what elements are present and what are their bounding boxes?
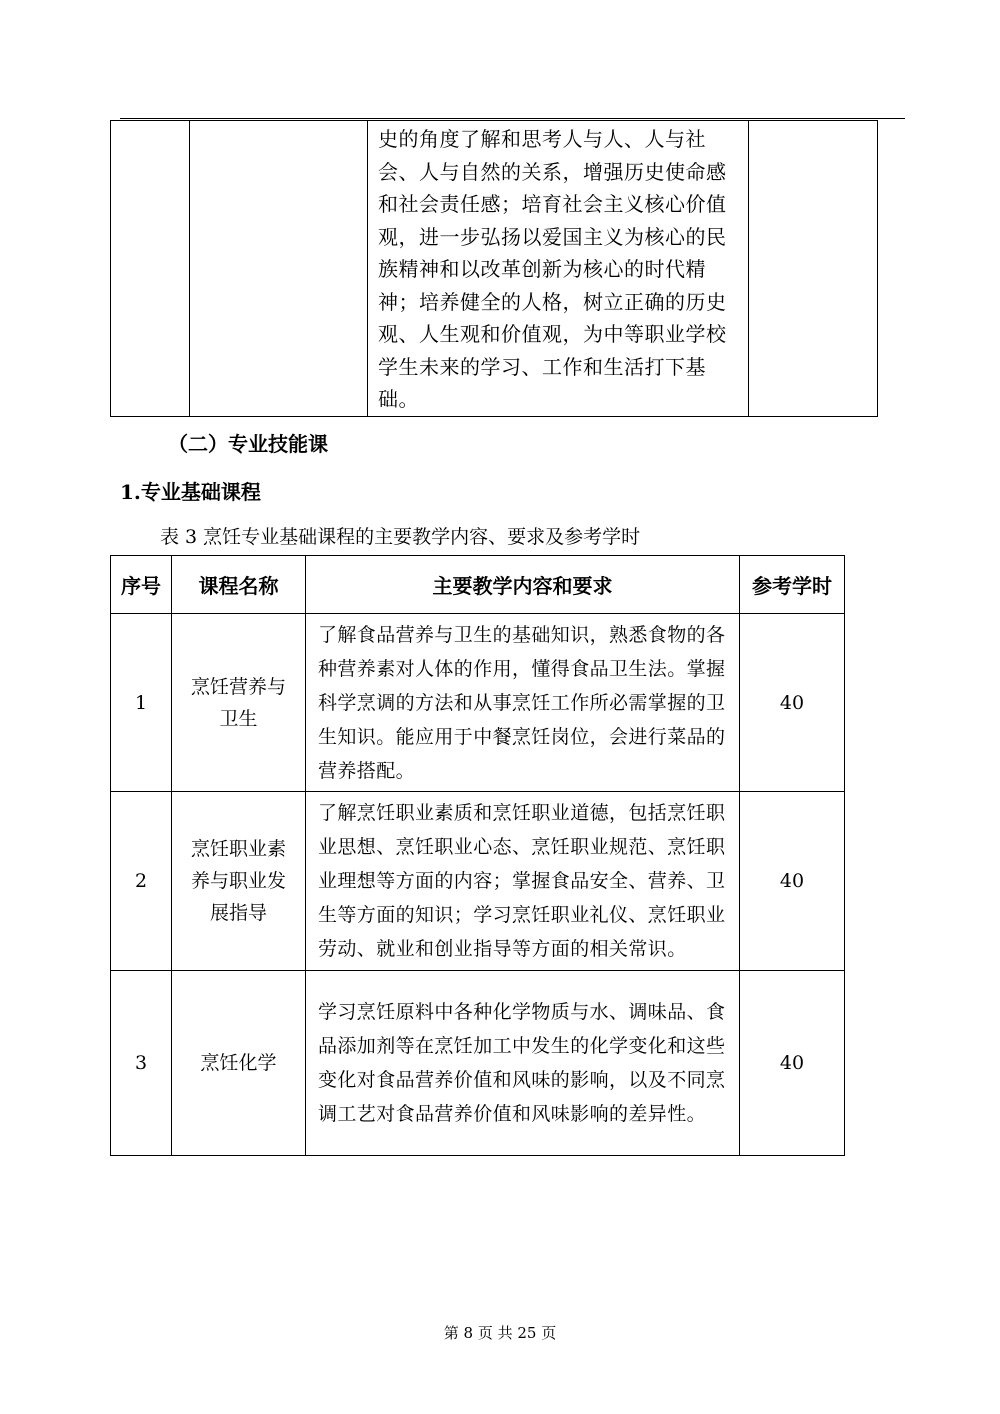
table-caption: 表 3 烹饪专业基础课程的主要教学内容、要求及参考学时	[160, 526, 641, 548]
continuation-table	[110, 120, 878, 417]
row-hours: 40	[740, 971, 845, 1156]
table-row	[111, 971, 845, 1156]
sub-heading: 1.专业基础课程	[120, 480, 261, 504]
row-hours: 40	[740, 792, 845, 971]
course-table	[110, 555, 845, 1156]
continuation-cell-empty	[190, 121, 368, 417]
continuation-text: 史的角度了解和思考人与人、人与社会、人与自然的关系，增强历史使命感和社会责任感；培育社会主义核心价值观，进一步弘扬以爱国主义为核心的民族精神和以改革创新为核心的时代精神；培养健全的人格，树立正确的历史观、人生观和价值观，为中等职业学校学生未来的学习、工作和生活打下基础。	[378, 127, 727, 411]
header-content: 主要教学内容和要求	[306, 556, 740, 614]
continuation-cell-empty	[749, 121, 878, 417]
row-content: 了解烹饪职业素质和烹饪职业道德，包括烹饪职业思想、烹饪职业心态、烹饪职业规范、烹饪职业理想等方面的内容；掌握食品安全、营养、卫生等方面的知识；学习烹饪职业礼仪、烹饪职业劳动、就业和创业指导等方面的相关常识。	[306, 792, 740, 971]
section-heading: （二）专业技能课	[168, 432, 328, 456]
row-course-name: 烹饪营养与卫生	[172, 614, 306, 792]
row-num: 2	[111, 792, 172, 971]
row-course-name: 烹饪职业素养与职业发展指导	[172, 792, 306, 971]
continuation-cell-empty	[111, 121, 190, 417]
table-row	[111, 121, 878, 417]
row-num: 1	[111, 614, 172, 792]
row-content: 学习烹饪原料中各种化学物质与水、调味品、食品添加剂等在烹饪加工中发生的化学变化和这些变化对食品营养价值和风味的影响，以及不同烹调工艺对食品营养价值和风味影响的差异性。	[306, 971, 740, 1156]
table-header-row	[111, 556, 845, 614]
header-hours: 参考学时	[740, 556, 845, 614]
row-hours: 40	[740, 614, 845, 792]
continuation-content-cell	[368, 121, 749, 417]
header-name: 课程名称	[172, 556, 306, 614]
header-num: 序号	[111, 556, 172, 614]
table-row	[111, 792, 845, 971]
row-num: 3	[111, 971, 172, 1156]
row-course-name: 烹饪化学	[172, 971, 306, 1156]
table-row	[111, 614, 845, 792]
header-rule	[120, 118, 905, 119]
page-footer: 第 8 页 共 25 页	[443, 1324, 557, 1342]
row-content: 了解食品营养与卫生的基础知识，熟悉食物的各种营养素对人体的作用，懂得食品卫生法。掌握科学烹调的方法和从事烹饪工作所必需掌握的卫生知识。能应用于中餐烹饪岗位，会进行菜品的营养搭配。	[306, 614, 740, 792]
